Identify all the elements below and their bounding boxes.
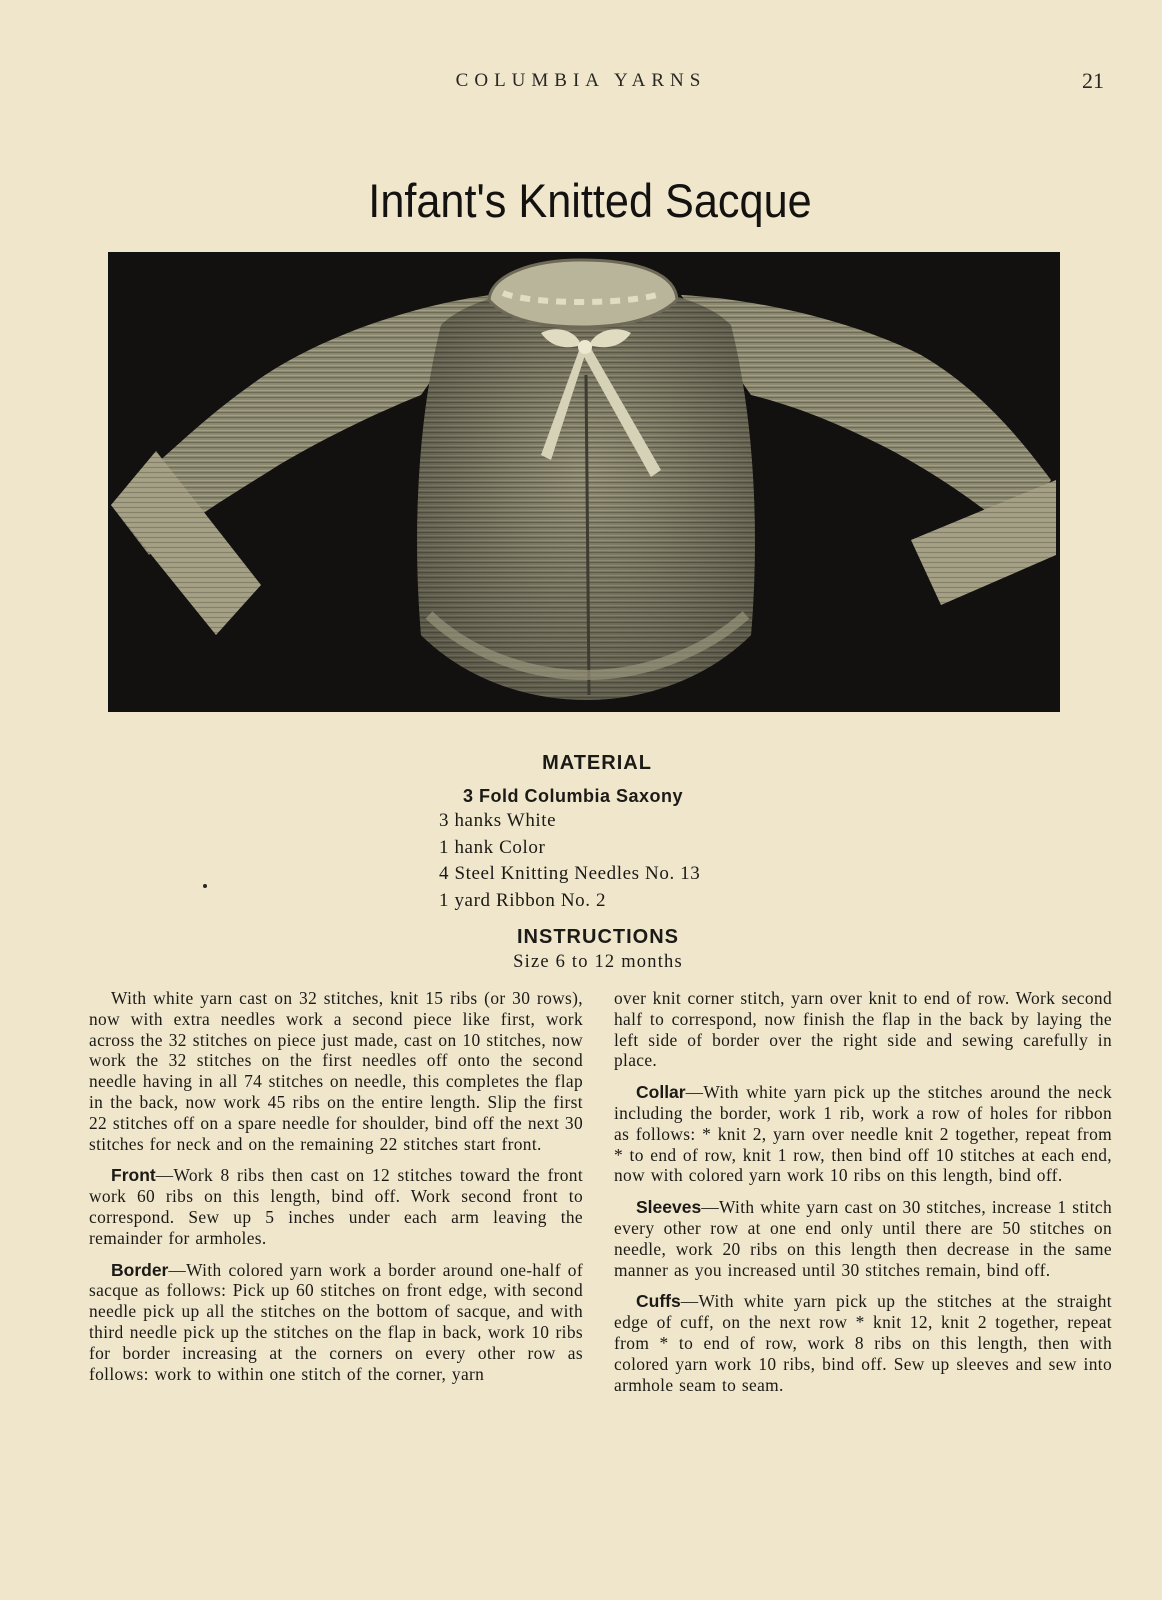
page-title: Infant's Knitted Sacque [368, 174, 812, 228]
sleeves-text: —With white yarn cast on 30 stitches, increase 1 stitch every other row at one end only until there are 50 stitches on needle, work 20 ribs on this length then decrease in the same manner as you increased until 30 stitches remain, bind off. [614, 1197, 1112, 1280]
sacque-photograph [108, 252, 1060, 712]
right-column [614, 988, 1112, 1406]
collar-lead: Collar [636, 1082, 686, 1103]
sleeves-lead: Sleeves [636, 1197, 702, 1218]
material-item: 4 Steel Knitting Needles No. 13 [439, 863, 701, 884]
material-item: 3 hanks White [439, 810, 557, 831]
left-column [89, 988, 583, 1395]
collar-paragraph [614, 1082, 1112, 1186]
cuffs-paragraph [614, 1291, 1112, 1395]
material-list [439, 808, 700, 914]
material-item: 1 hank Color [439, 836, 546, 858]
material-heading: MATERIAL [542, 752, 652, 774]
intro-paragraph: With white yarn cast on 32 stitches, knit 15 ribs (or 30 rows), now with extra needles work a second piece like first, work across the 32 stitches on piece just made, cast on 10 stitches, now work the 32 stitches on the first needles off onto the second needle having in all 74 stitches on needle, this completes the flap in the back, now work 45 ribs on the entire length. Slip the first 22 stitches off on a spare needle for shoulder, bind off the next 30 stitches for neck and on the remaining 22 stitches start front. [89, 988, 583, 1154]
border-lead: Border [111, 1259, 169, 1280]
page-number: 21 [1082, 68, 1104, 93]
material-subheading: 3 Fold Columbia Saxony [463, 786, 684, 806]
front-text: —Work 8 ribs then cast on 12 stitches toward the front work 60 ribs on this length, bind off. Work second front to correspond. Sew up 5 inches under each arm leaving the remainder for armholes. [89, 1165, 583, 1248]
border-text: —With colored yarn work a border around one-half of sacque as follows: Pick up 60 stitches on front edge, with second needle pick up all the stitches on the bottom of sacque, and with third needle pick up the stitches on the flap in back, work 10 ribs for border increasing at the corners on every other row as follows: work to within one stitch of the corner, yarn [89, 1259, 583, 1384]
size-range: Size 6 to 12 months [513, 952, 683, 972]
border-continuation: over knit corner stitch, yarn over knit to end of row. Work second half to correspond, now finish the flap in the back by laying the left side of border over the right side and sewing carefully in place. [614, 988, 1112, 1071]
instructions-heading: INSTRUCTIONS [517, 926, 679, 948]
material-item: 1 yard Ribbon No. 2 [439, 889, 607, 911]
front-paragraph [89, 1165, 583, 1248]
cuffs-text: —With white yarn pick up the stitches at the straight edge of cuff, on the next row * knit 12, knit 2 together, repeat from * to end of row, work 8 ribs on this length, then with colored yarn work 10 ribs, bind off. Sew up sleeves and sew into armhole seam to seam. [614, 1291, 1112, 1395]
cuffs-lead: Cuffs [636, 1291, 681, 1312]
sleeves-paragraph [614, 1197, 1112, 1280]
border-paragraph [89, 1260, 583, 1385]
stray-dot [203, 884, 207, 888]
running-head: COLUMBIA YARNS [455, 70, 707, 91]
front-lead: Front [111, 1165, 156, 1186]
collar-text: —With white yarn pick up the stitches around the neck including the border, work 1 rib, work a row of holes for ribbon as follows: * knit 2, yarn over needle knit 2 together, repeat from * to end of row, knit 1 row, then bind off 10 stitches at each end, now with colored yarn work 10 ribs on this length, bind off. [614, 1082, 1112, 1186]
